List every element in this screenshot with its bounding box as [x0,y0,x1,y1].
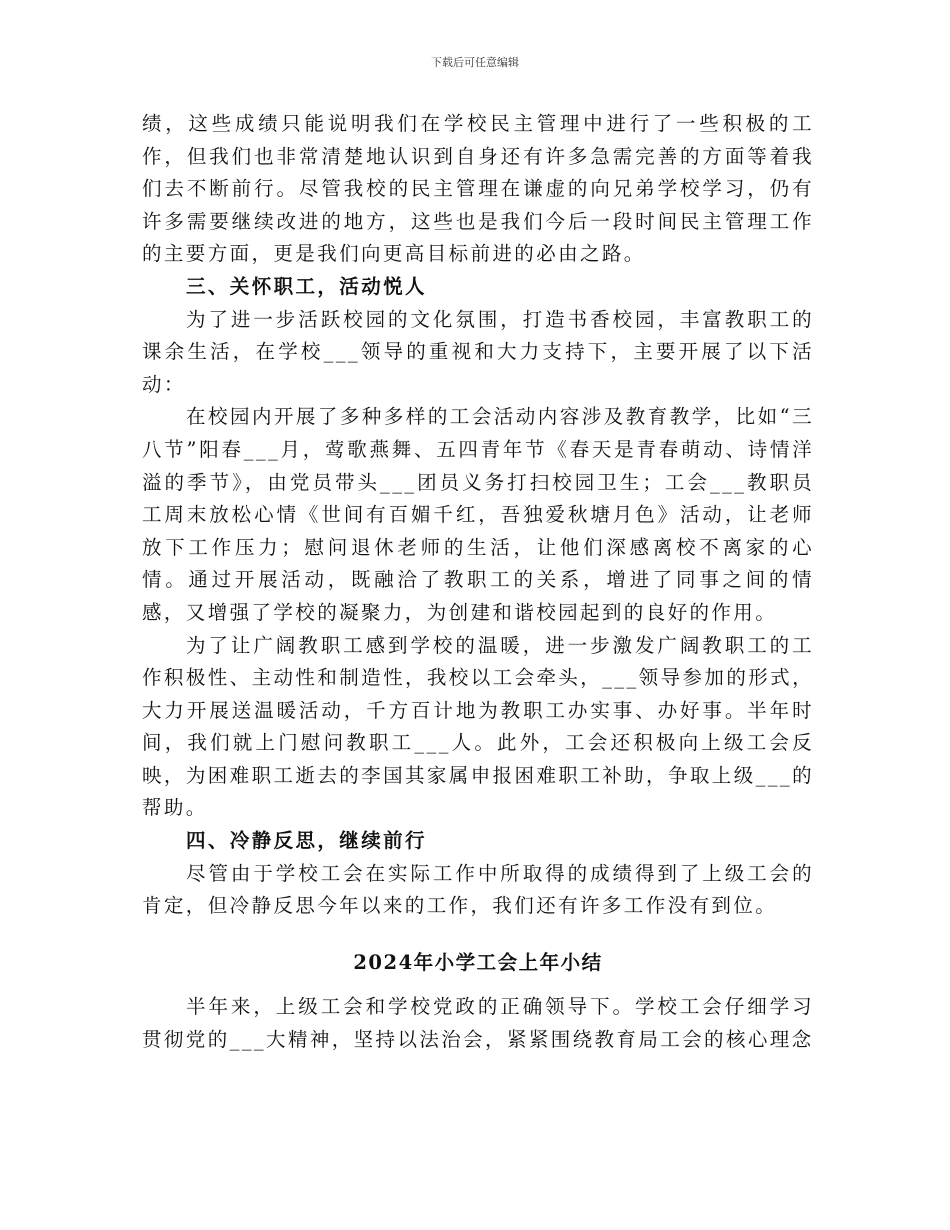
paragraph-reflection: 尽管由于学校工会在实际工作中所取得的成绩得到了上级工会的肯定，但冷静反思今年以来的工作，我们还有许多工作没有到位。 [142,861,814,918]
document-body [142,108,814,1057]
paragraph-warmth-activities: 为了让广阔教职工感到学校的温暖，进一步激发广阔教职工的工作积极性、主动性和制造性，我校以工会牵头，___领导参加的形式，大力开展送温暖活动，千方百计地为教职工办实事、办好事。半年时间，我们就上门慰问教职工___人。此外，工会还积极向上级工会反映，为困难职工逝去的李国其家属申报困难职工补助，争取上级___的帮助。 [142,633,814,820]
paragraph-democratic-management-conclusion: 绩，这些成绩只能说明我们在学校民主管理中进行了一些积极的工作，但我们也非常清楚地认识到自身还有许多急需完善的方面等着我们去不断前行。尽管我校的民主管理在谦虚的向兄弟学校学习，仍有许多需要继续改进的地方，这些也是我们今后一段时间民主管理工作的主要方面，更是我们向更高目标前进的必由之路。 [142,112,814,266]
document-title-2024-summary: 2024年小学工会上年小结 [353,950,603,974]
paragraph-activities-detail: 在校园内开展了多种多样的工会活动内容涉及教育教学，比如“三八节”阳春___月，莺歌燕舞、五四青年节《春天是青春萌动、诗情洋溢的季节》，由党员带头___团员义务打扫校园卫生；工会___教职员工周末放松心情《世间有百媚千红，吾独爱秋塘月色》活动，让老师放下工作压力；慰问退休老师的生活，让他们深感离校不离家的心情。通过开展活动，既融洽了教职工的关系，增进了同事之间的情感，又增强了学校的凝聚力，为创建和谐校园起到的良好的作用。 [142,405,814,624]
section-heading-4: 四、冷静反思，继续前行 [186,829,427,853]
paragraph-half-year-intro: 半年来，上级工会和学校党政的正确领导下。学校工会仔细学习贯彻党的___大精神，坚持以法治会，紧紧围绕教育局工会的核心理念 [142,995,814,1052]
page-header: 下载后可任意编辑 [431,56,519,69]
section-heading-3: 三、关怀职工，活动悦人 [186,274,427,298]
paragraph-activities-intro: 为了进一步活跃校园的文化氛围，打造书香校园，丰富教职工的课余生活，在学校___领导的重视和大力支持下，主要开展了以下活动： [142,307,814,396]
